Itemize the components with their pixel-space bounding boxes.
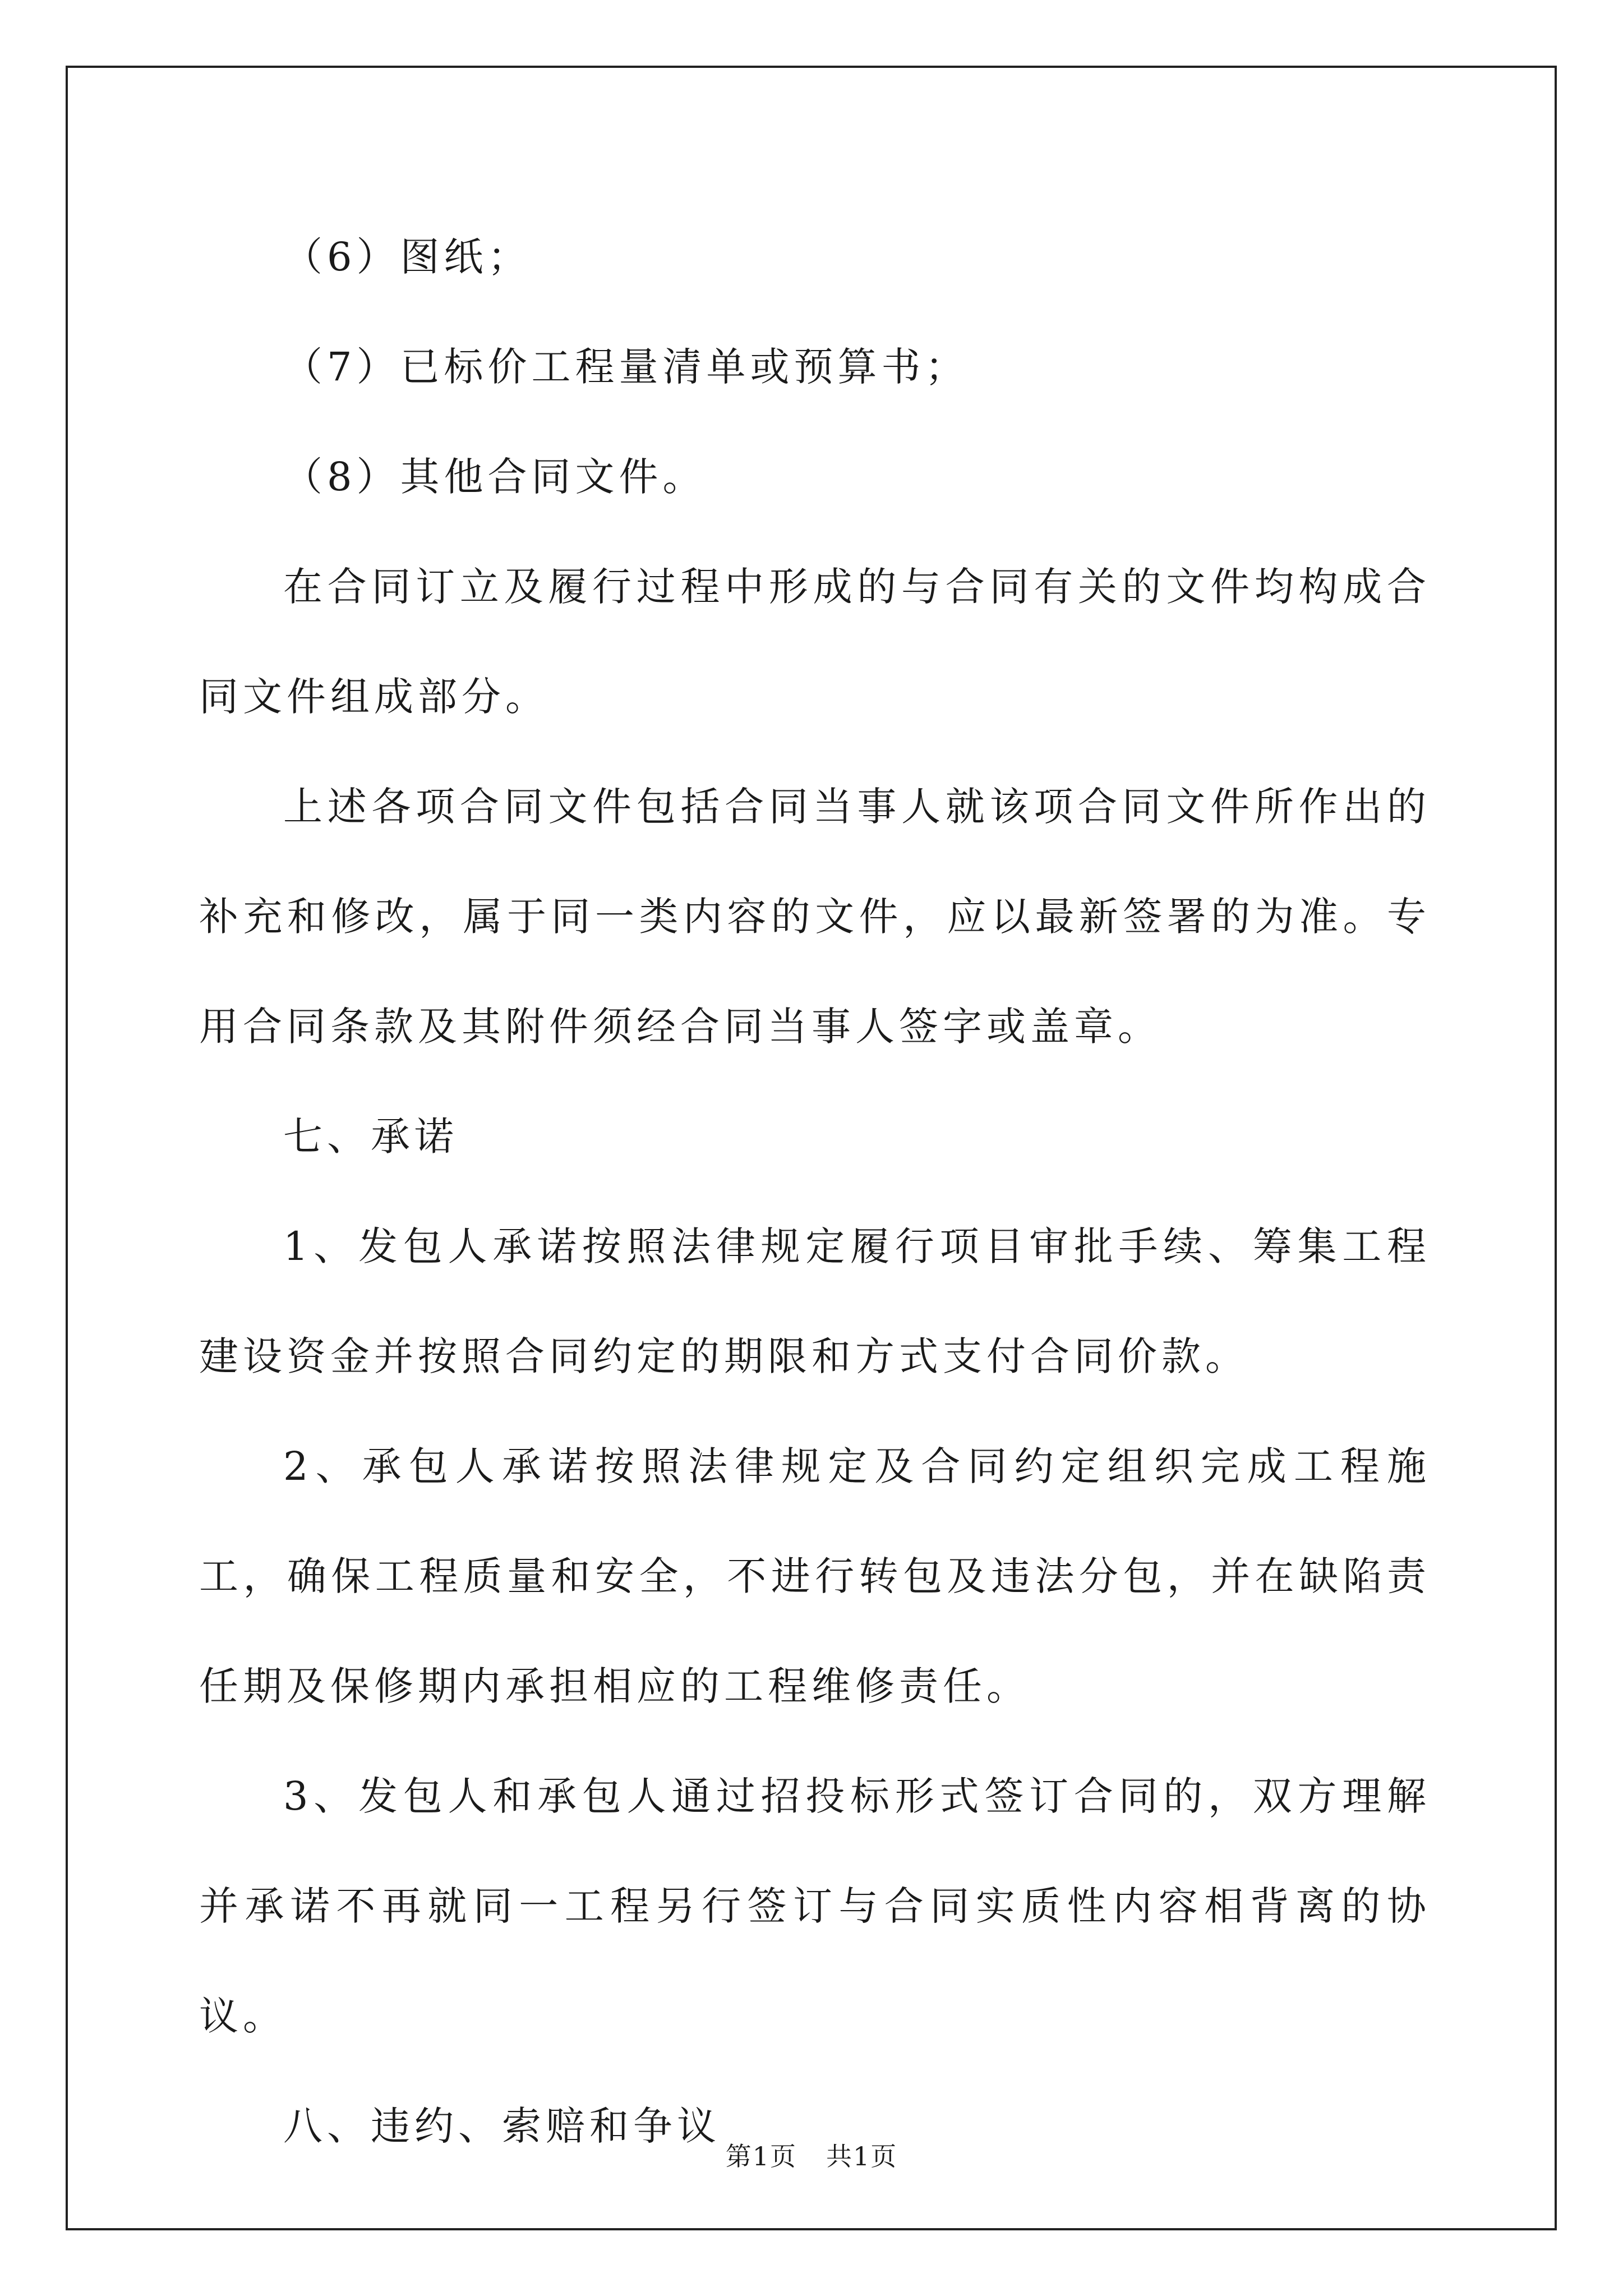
paragraph-item-6: （6）图纸； — [283, 234, 532, 280]
document-body — [199, 202, 1431, 2181]
paragraph-commitment-3: 3、发包人和承包人通过招投标形式签订合同的，双方理解并承诺不再就同一工程另行签订与合同实质性内容相背离的协议。 — [199, 1773, 1431, 2039]
section-heading-breach-claims-disputes: 八、违约、索赔和争议 — [283, 2103, 721, 2149]
paragraph-commitment-2: 2、承包人承诺按照法律规定及合同约定组织完成工程施工，确保工程质量和安全，不进行转包及违法分包，并在缺陷责任期及保修期内承担相应的工程维修责任。 — [199, 1443, 1431, 1709]
paragraph-contract-supplements: 上述各项合同文件包括合同当事人就该项合同文件所作出的补充和修改，属于同一类内容的文件，应以最新签署的为准。专用合同条款及其附件须经合同当事人签字或盖章。 — [199, 784, 1431, 1050]
paragraph-item-7: （7）已标价工程量清单或预算书； — [283, 344, 969, 390]
section-heading-commitments: 七、承诺 — [283, 1114, 458, 1159]
page-total: 共1页 — [826, 2141, 898, 2171]
page-number: 第1页 — [725, 2141, 797, 2171]
paragraph-contract-formation: 在合同订立及履行过程中形成的与合同有关的文件均构成合同文件组成部分。 — [199, 564, 1431, 720]
paragraph-item-8: （8）其他合同文件。 — [283, 454, 707, 500]
page-footer — [0, 2139, 1623, 2173]
paragraph-commitment-1: 1、发包人承诺按照法律规定履行项目审批手续、筹集工程建设资金并按照合同约定的期限和方式支付合同价款。 — [199, 1223, 1431, 1379]
